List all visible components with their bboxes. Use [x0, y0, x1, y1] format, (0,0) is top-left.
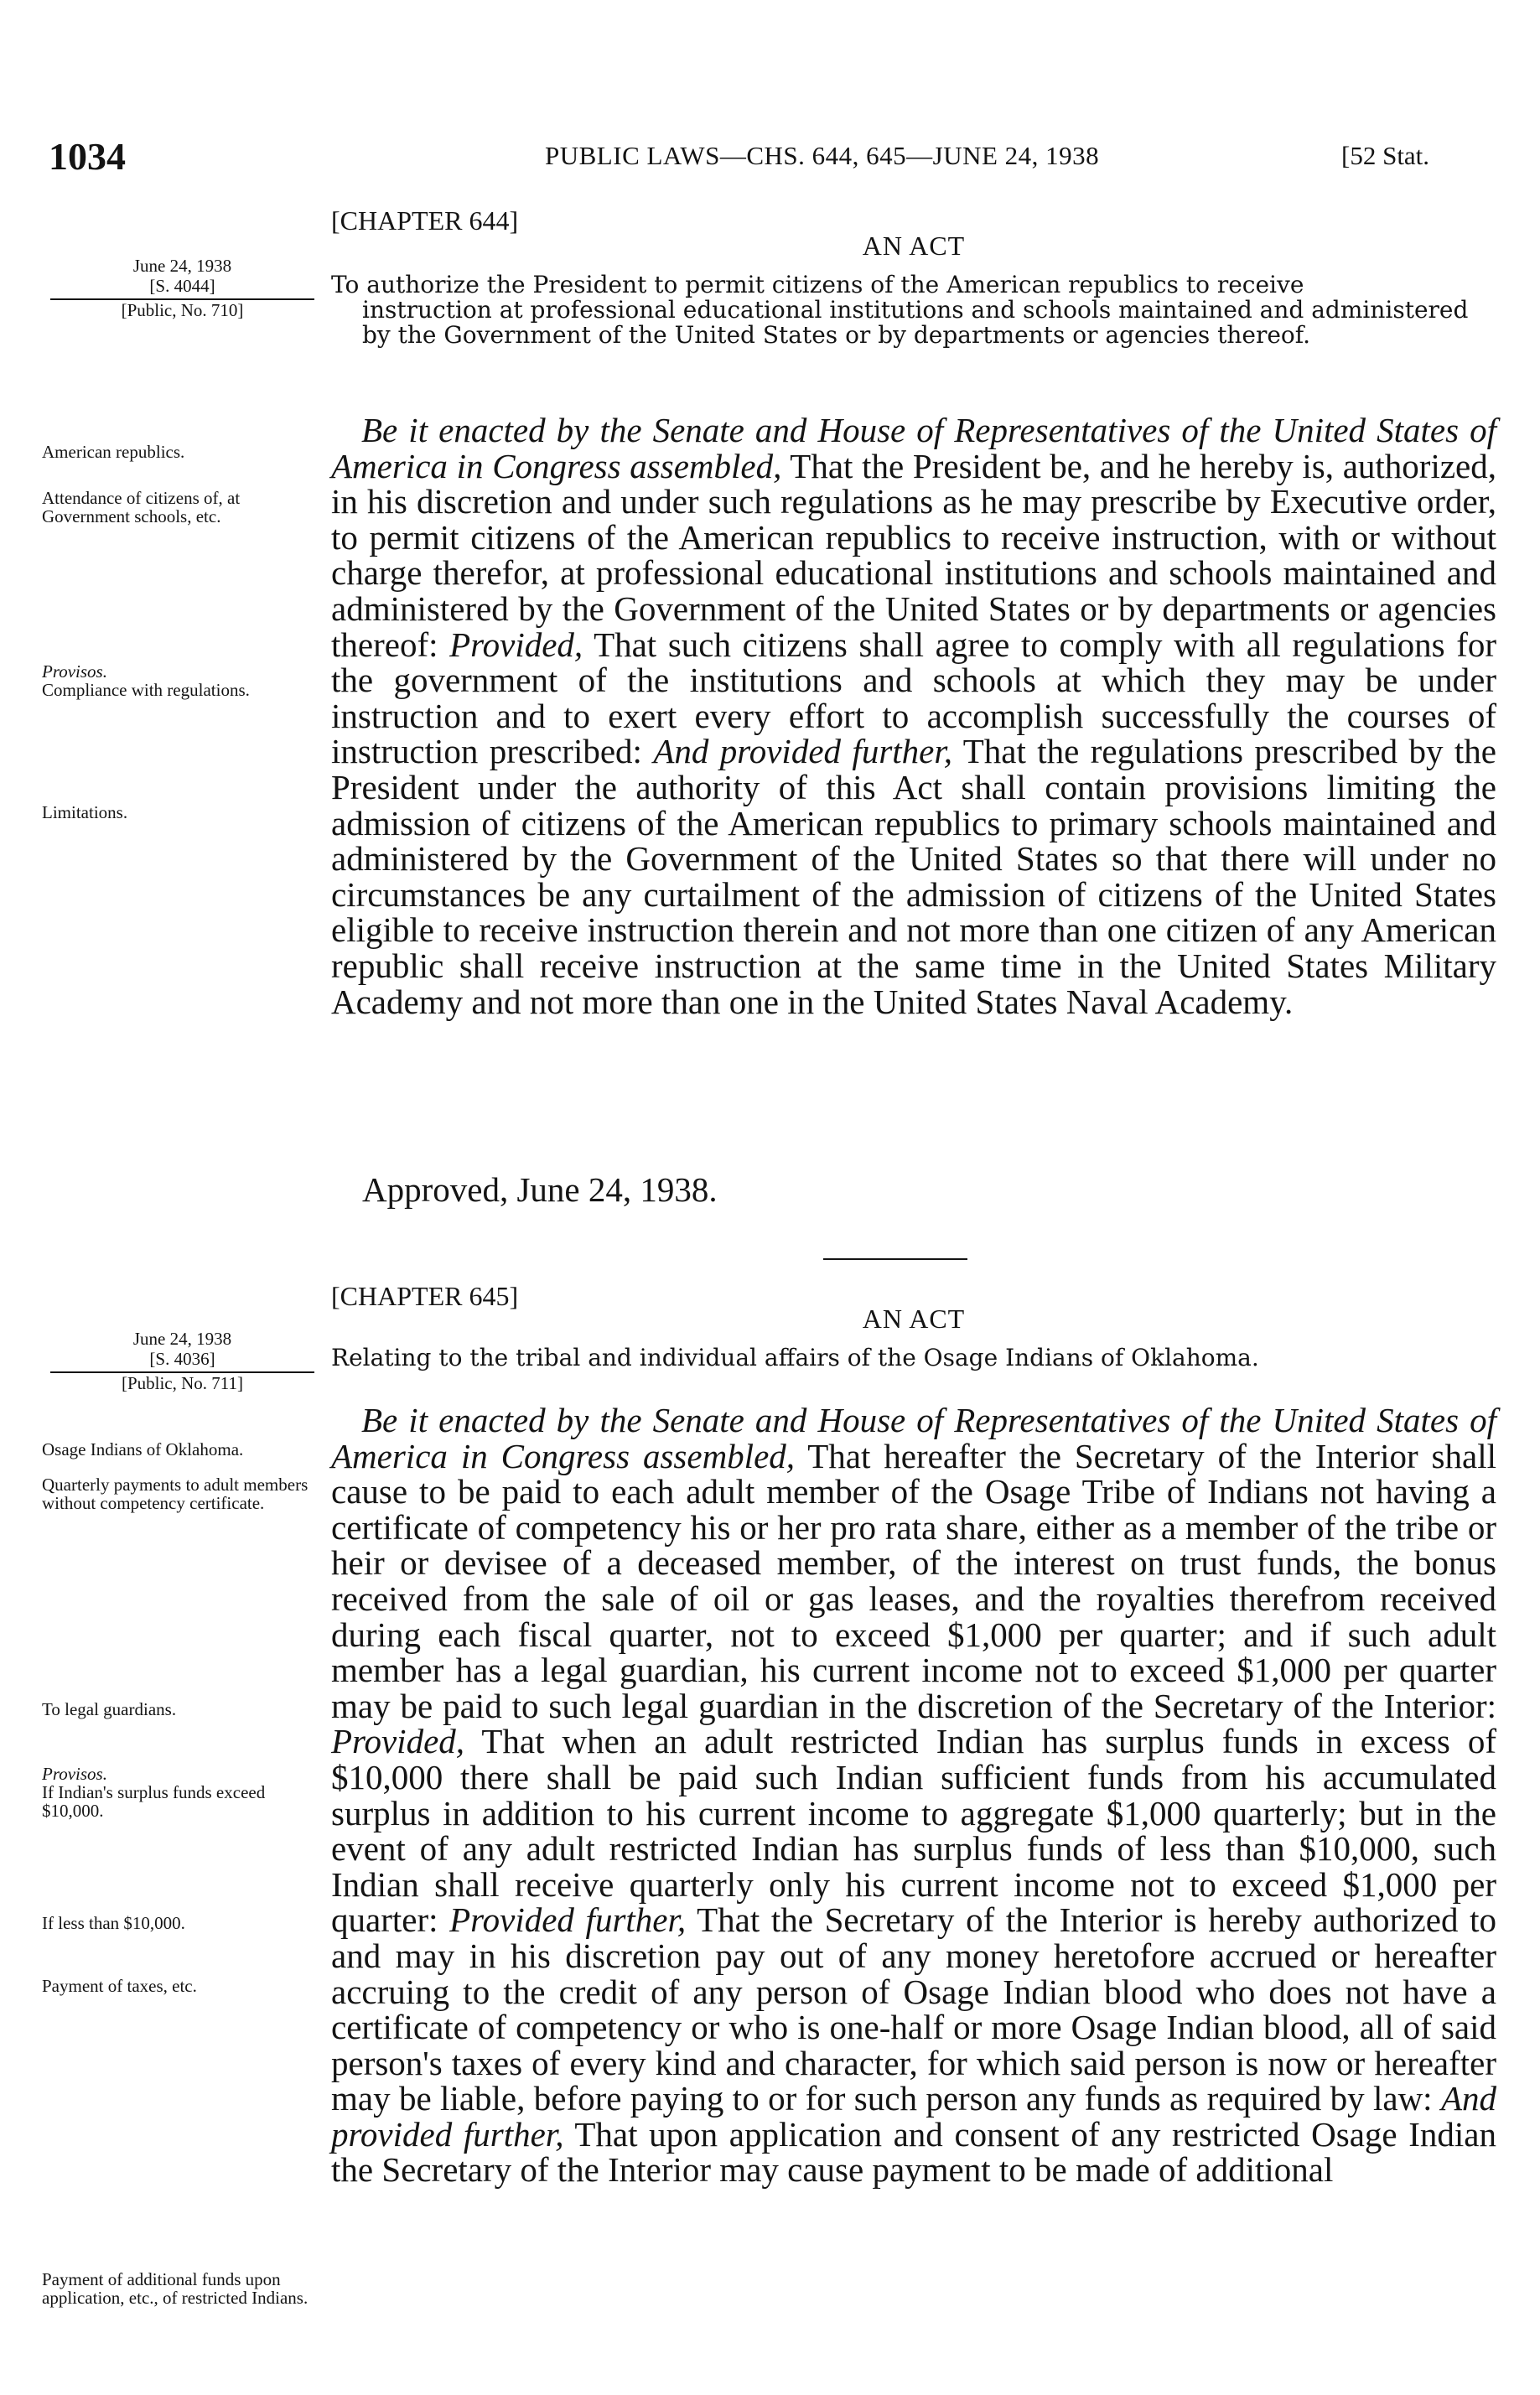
margin-note-less-than: If less than $10,000. [42, 1913, 185, 1933]
margin-note-limitations: Limitations. [42, 802, 128, 822]
chapter-645-title: Relating to the tribal and individual affairs of the Osage Indians of Oklahoma. [331, 1344, 1259, 1371]
margin-note-attendance: Attendance of citizens of, at Government schools, etc. [42, 488, 241, 526]
page-number: 1034 [49, 135, 126, 178]
proviso-keyword: And provided further, [653, 732, 953, 771]
chapter-644-body [331, 412, 1496, 1019]
chapter-645-date: June 24, 1938 [132, 1329, 232, 1349]
chapter-645-act-label: AN ACT [862, 1304, 966, 1334]
chapter-645-date-block [42, 1329, 323, 1393]
chapter-644-title-rest: instruction at professional educational institutions and schools maintained and administered by the Government of the United States or by departments or agencies thereof. [362, 296, 1469, 349]
chapter-644-title [331, 272, 1496, 348]
margin-note-american-republics: American republics. [42, 442, 185, 462]
chapter-645-body [331, 1402, 1496, 2188]
page-header [0, 134, 1540, 184]
chapter-644-paragraph [331, 412, 1496, 1019]
chapter-divider [823, 1258, 967, 1260]
chapter-644-heading: [CHAPTER 644] [331, 205, 519, 236]
body-text-segment: That such citizens shall agree to comply with all regulations for the government of the institutions and schools at which they may be under instruction and to exert every effort to accomplish successfully the courses of instruction prescribed: [331, 625, 1496, 771]
body-text-segment: That when an adult restricted Indian has surplus funds in excess of $10,000 there shall be paid such Indian sufficient funds from his accumulated surplus in addition to his current income to aggregate $1,000 quarterly; but in the event of any adult restricted Indian has surplus funds of less than $10,000, such Indian shall receive quarterly only his current income not to exceed $1,000 per quarter: [331, 1722, 1496, 1940]
margin-note-surplus-group [42, 1765, 323, 1820]
body-text-segment: That the Secretary of the Interior is hereby authorized to and may in his discretion pay out of any money heretofore accrued or hereafter accruing to the credit of any person of Osage Indian blood who does not have a certificate of competency or who is one-half or more Osage Indian blood, all of said person's taxes of every kind and character, for which said person is now or hereafter may be liable, before paying to or for such person any funds as required by law: [331, 1900, 1496, 2118]
margin-note-osage: Osage Indians of Oklahoma. [42, 1439, 244, 1459]
proviso-keyword: Provided, [449, 625, 583, 664]
statute-reference: [52 Stat. [1341, 141, 1430, 170]
body-text-segment: That upon application and consent of any restricted Osage Indian the Secretary of the Interior may cause payment to be made of additional [331, 2114, 1496, 2190]
body-text-segment: That hereafter the Secretary of the Interior shall cause to be paid to each adult member of the Osage Tribe of Indians not having a certificate of competency his or her pro rata share, either as a member of the tribe or heir or devisee of a deceased member, of the interest on trust funds, the bonus received from the sale of oil or gas leases, and the royalties therefrom received during each fiscal quarter, not to exceed $1,000 per quarter; and if such adult member has a legal guardian, his current income not to exceed $1,000 per quarter may be paid to such legal guardian in the discretion of the Secretary of the Interior: [331, 1436, 1496, 1725]
chapter-644-date-block [42, 256, 323, 320]
chapter-644-public-no: [Public, No. 710] [121, 300, 244, 320]
approval-line: Approved, June 24, 1938. [362, 1170, 718, 1209]
chapter-644-date: June 24, 1938 [132, 256, 232, 276]
proviso-keyword: Provided further, [449, 1900, 687, 1940]
chapter-644-act-label: AN ACT [862, 231, 966, 261]
chapter-644-bill: [S. 4044] [149, 276, 215, 296]
margin-note-legal-guardians: To legal guardians. [42, 1699, 177, 1719]
chapter-645-heading: [CHAPTER 645] [331, 1281, 519, 1311]
body-text-segment: That the regulations prescribed by the President under the authority of this Act shall contain provisions limiting the admission of citizens of the American republics to primary schools maintained and administered by the Government of the United States so that there will under no circumstances be any curtailment of the admission of citizens of the United States eligible to receive instruction therein and not more than one citizen of any American republic shall receive instruction at the same time in the United States Military Academy and not more than one in the United States Naval Academy. [331, 732, 1496, 1021]
margin-note-additional-funds: Payment of additional funds upon application, etc., of restricted Indians. [42, 2269, 309, 2308]
body-text-segment: That the President be, and he hereby is, authorized, in his discretion and under such regulations as he may prescribe by Executive order, to permit citizens of the American republics to receive instruction, with or without charge therefor, at professional educational institutions and schools maintained and administered by the Government of the United States or by departments or agencies thereof: [331, 446, 1496, 664]
chapter-645-paragraph [331, 1402, 1496, 2188]
proviso-keyword: Provided, [331, 1722, 465, 1761]
running-title: PUBLIC LAWS—CHS. 644, 645—JUNE 24, 1938 [545, 141, 1100, 170]
enacting-clause: Be it enacted by the Senate and House of Representatives of the United States of America in Congress assembled, [331, 1401, 1496, 1475]
margin-note-compliance: Compliance with regulations. [42, 680, 250, 700]
enacting-clause: Be it enacted by the Senate and House of Representatives of the United States of America in Congress assembled, [331, 411, 1496, 485]
chapter-645-bill: [S. 4036] [149, 1349, 215, 1369]
margin-note-provisos-label: Provisos. [42, 661, 107, 682]
chapter-645-public-no: [Public, No. 711] [121, 1373, 244, 1393]
margin-note-taxes: Payment of taxes, etc. [42, 1976, 197, 1996]
margin-note-quarterly-payments: Quarterly payments to adult members without competency certificate. [42, 1475, 309, 1513]
chapter-644-title-line1: To authorize the President to permit citizens of the American republics to receive [331, 271, 1304, 298]
proviso-keyword: And provided further, [331, 2079, 1496, 2154]
margin-note-provisos-label: Provisos. [42, 1764, 107, 1784]
margin-note-surplus-exceed: If Indian's surplus funds exceed $10,000. [42, 1782, 266, 1821]
margin-note-compliance-group [42, 662, 323, 699]
